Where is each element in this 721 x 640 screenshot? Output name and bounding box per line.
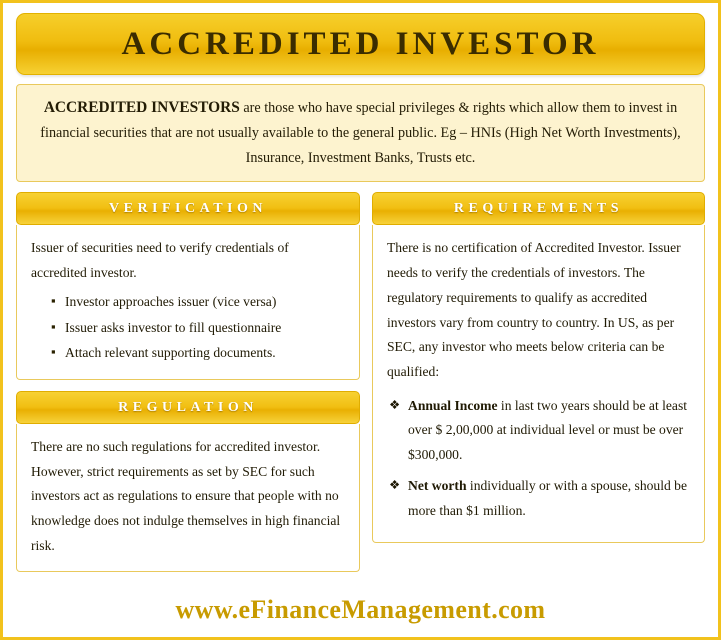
page-title: ACCREDITED INVESTOR: [121, 25, 600, 62]
content-columns: [16, 192, 705, 571]
regulation-text: There are no such regulations for accredited investor. However, strict requirements as set by SEC for such investors act as regulations to ensure that people with no knowledge does not indulge themselves in high financial risk.: [31, 439, 341, 553]
list-item: [389, 394, 690, 467]
requirements-heading: REQUIREMENTS: [372, 192, 705, 225]
criteria-label: Net worth: [408, 478, 467, 494]
regulation-heading: REGULATION: [16, 391, 360, 424]
verification-section: [16, 192, 360, 380]
intro-text: are those who have special privileges & rights which allow them to invest in financial securities that are not usually available to the general public. Eg – HNIs (High Net Worth Investments), Insurance, Investment Banks, Trusts etc.: [40, 100, 681, 166]
regulation-section: [16, 391, 360, 572]
verification-intro: Issuer of securities need to verify credentials of accredited investor.: [31, 240, 289, 281]
title-banner: [16, 13, 705, 75]
regulation-body: [16, 424, 360, 572]
requirements-criteria-list: [387, 394, 690, 523]
requirements-text: There is no certification of Accredited Investor. Issuer needs to verify the credentials of investors. The regulatory requirements to qualify as accredited investors vary from country to country. In US, as per SEC, any investor who meets below criteria can be qualified:: [387, 240, 681, 379]
list-item: ▪ Issuer asks investor to fill questionnaire: [51, 316, 345, 341]
left-column: [16, 192, 360, 571]
list-item: ▪ Attach relevant supporting documents.: [51, 341, 345, 366]
criteria-text: individually or with a spouse, should be more than $1 million.: [408, 478, 688, 518]
requirements-section: [372, 192, 705, 543]
verification-bullet-list: [31, 290, 345, 366]
intro-box: [16, 84, 705, 182]
list-item: ▪ Investor approaches issuer (vice versa): [51, 290, 345, 315]
verification-heading: VERIFICATION: [16, 192, 360, 225]
criteria-label: Annual Income: [408, 397, 498, 413]
right-column: [372, 192, 705, 571]
verification-body: [16, 225, 360, 380]
spacer: [16, 380, 360, 391]
intro-lead: ACCREDITED INVESTORS: [43, 99, 240, 116]
criteria-text: in last two years should be at least over $ 2,00,000 at individual level or must be over $300,000.: [408, 397, 688, 462]
site-url: www.eFinanceManagement.com: [175, 595, 546, 624]
list-item: [389, 474, 690, 523]
requirements-body: [372, 225, 705, 543]
